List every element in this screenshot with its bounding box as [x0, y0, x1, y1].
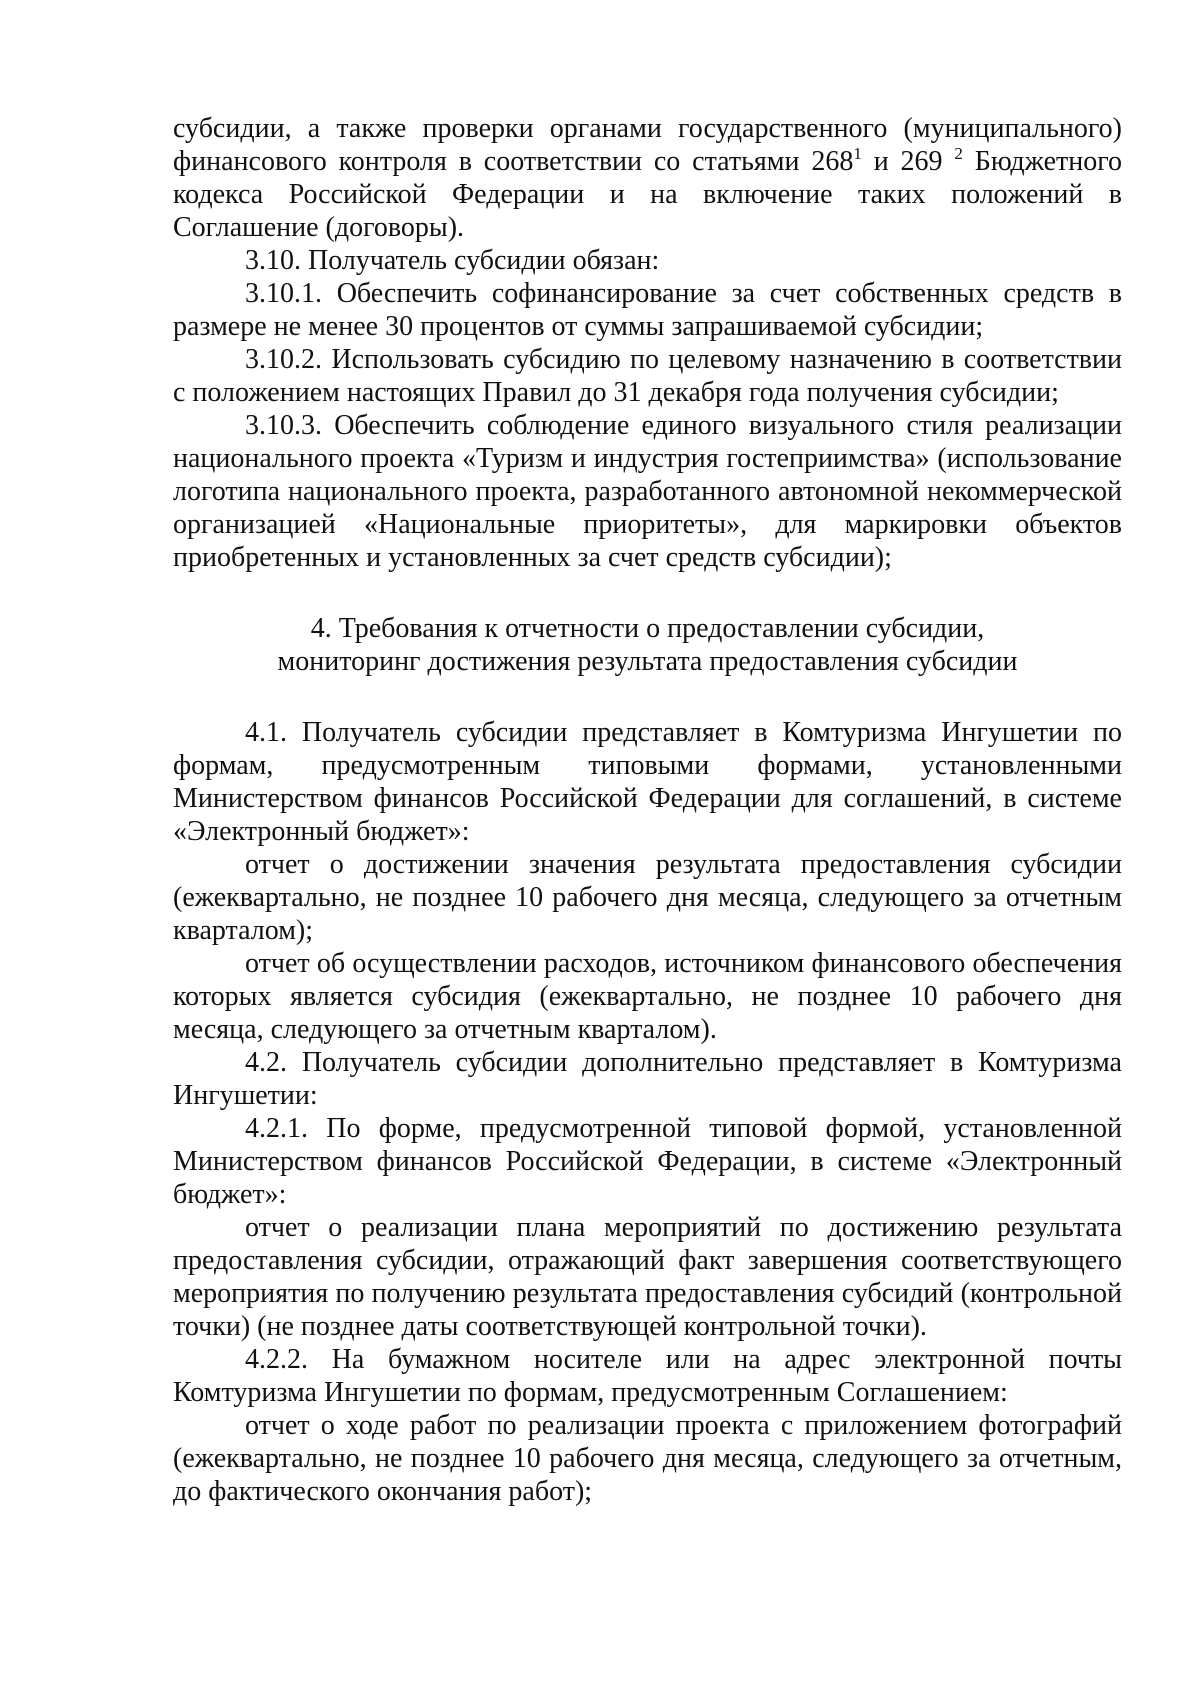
superscript-2: 2: [954, 144, 963, 163]
section-4-heading-line-1: 4. Требования к отчетности о предоставлении субсидии,: [310, 613, 985, 644]
superscript-1: 1: [853, 144, 862, 163]
clause-4-2-1-report-plan: отчет о реализации плана мероприятий по достижению результата предоставления субсидии, отражающий факт завершения соответствующего мероприятия по получению результата предоставления субсидий (контрольной точки) (не позднее даты соответствующей контрольной точки).: [173, 1212, 1122, 1342]
clause-3-10-1: 3.10.1. Обеспечить софинансирование за счет собственных средств в размере не менее 30 процентов от суммы запрашиваемой субсидии;: [173, 278, 1122, 342]
paragraph-intro-text-c: Бюджетного кодекса Российской Федерации и на включение таких положений в Соглашение (договоры).: [173, 146, 1123, 243]
clause-4-1-report-result: отчет о достижении значения результата предоставления субсидии (ежеквартально, не позднее 10 рабочего дня месяца, следующего за отчетным кварталом);: [173, 849, 1122, 946]
paragraph-intro-text-b: и 269: [861, 146, 955, 177]
paragraph-intro-text-a: субсидии, а также проверки органами государственного (муниципального) финансового контроля в соответствии со статьями 268: [173, 113, 1122, 177]
section-4-heading-line-2: мониторинг достижения результата предоставления субсидии: [277, 646, 1018, 677]
clause-4-2: 4.2. Получатель субсидии дополнительно представляет в Комтуризма Ингушетии:: [173, 1047, 1122, 1111]
document-page: [173, 112, 1122, 1508]
section-4-heading: [173, 612, 1122, 678]
clause-3-10-3: 3.10.3. Обеспечить соблюдение единого визуального стиля реализации национального проекта «Туризм и индустрия гостеприимства» (использование логотипа национального проекта, разработанного автономной некоммерческой организацией «Национальные приоритеты», для маркировки объектов приобретенных и установленных за счет средств субсидии);: [173, 410, 1122, 573]
clause-3-10-2: 3.10.2. Использовать субсидию по целевому назначению в соответствии с положением настоящих Правил до 31 декабря года получения субсидии;: [173, 344, 1122, 408]
clause-4-2-1: 4.2.1. По форме, предусмотренной типовой формой, установленной Министерством финансов Российской Федерации, в системе «Электронный бюджет»:: [173, 1113, 1122, 1210]
clause-3-10: 3.10. Получатель субсидии обязан:: [245, 245, 660, 276]
paragraph-intro: [173, 112, 1122, 244]
clause-4-1: 4.1. Получатель субсидии представляет в Комтуризма Ингушетии по формам, предусмотренным типовыми формами, установленными Министерством финансов Российской Федерации для соглашений, в системе «Электронный бюджет»:: [173, 717, 1122, 847]
clause-4-2-2-report-progress: отчет о ходе работ по реализации проекта с приложением фотографий (ежеквартально, не позднее 10 рабочего дня месяца, следующего за отчетным, до фактического окончания работ);: [173, 1410, 1122, 1507]
clause-4-2-2: 4.2.2. На бумажном носителе или на адрес электронной почты Комтуризма Ингушетии по формам, предусмотренным Соглашением:: [173, 1344, 1122, 1408]
clause-4-1-report-expenses: отчет об осуществлении расходов, источником финансового обеспечения которых является субсидия (ежеквартально, не позднее 10 рабочего дня месяца, следующего за отчетным кварталом).: [173, 948, 1122, 1045]
